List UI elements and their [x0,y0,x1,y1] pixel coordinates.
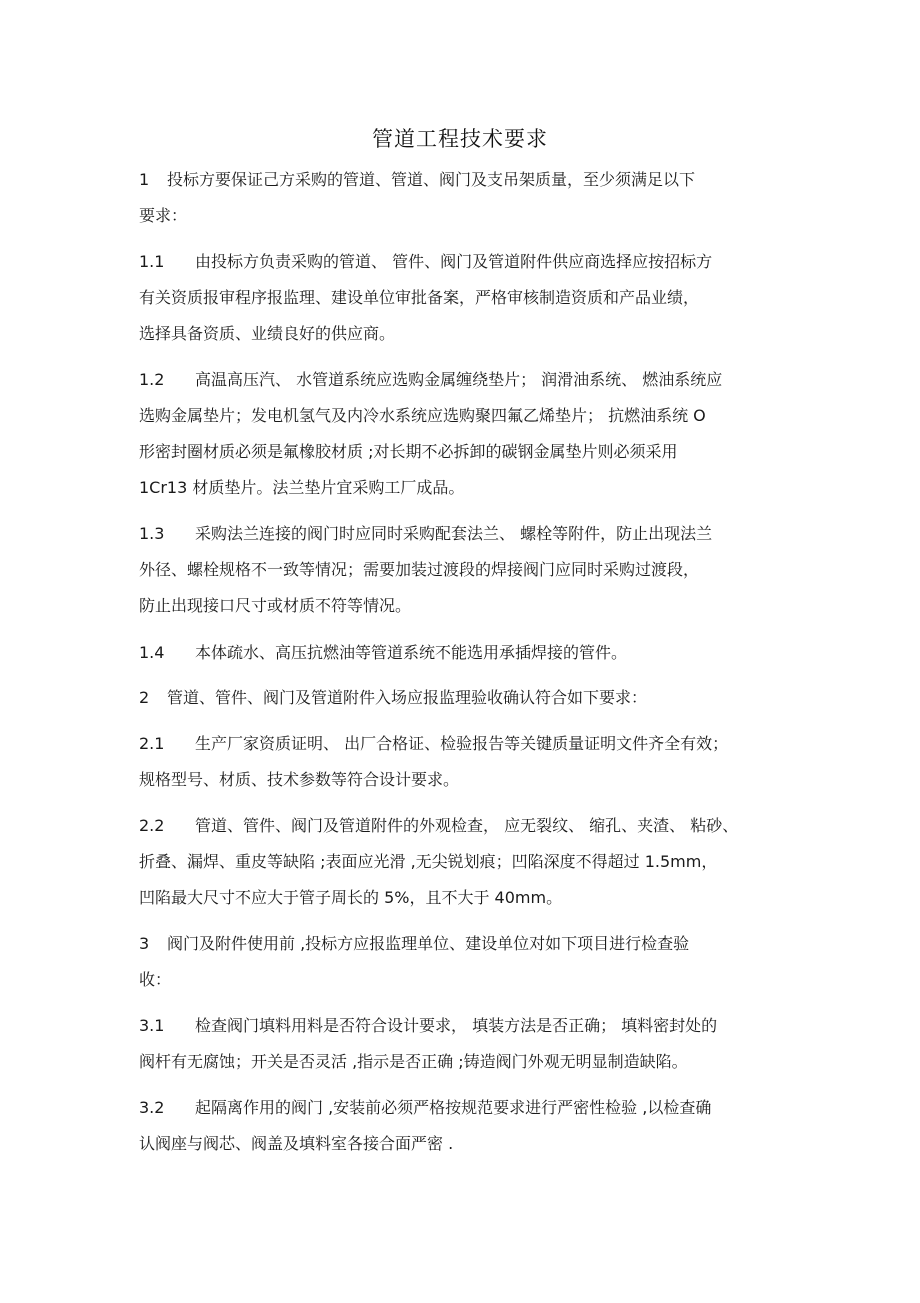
section-number: 2 [139,688,150,707]
section-text: 检查阀门填料用料是否符合设计要求， 填装方法是否正确； 填料密封处的 [195,1016,718,1035]
section-number: 2.2 [139,816,165,835]
document-title: 管道工程技术要求 [372,127,548,151]
section-2-1-line-2: 规格型号、材质、技术参数等符合设计要求。 [139,770,460,789]
section-number: 3.1 [139,1016,165,1035]
section-1-4-line-1 [139,643,627,663]
section-text: 管道、管件、阀门及管道附件的外观检查， 应无裂纹、 缩孔、夹渣、 粘砂、 [195,816,739,835]
section-3-1-line-2: 阀杆有无腐蚀；开关是否灵活 ,指示是否正确 ;铸造阀门外观无明显制造缺陷。 [139,1052,688,1071]
section-text: 由投标方负责采购的管道、 管件、阀门及管道附件供应商选择应按招标方 [195,252,713,271]
section-3-line-2: 收： [139,970,172,989]
section-text: 高温高压汽、 水管道系统应选购金属缠绕垫片； 润滑油系统、 燃油系统应 [195,370,723,389]
section-1-1-line-2: 有关资质报审程序报监理、建设单位审批备案，严格审核制造资质和产品业绩， [139,288,700,307]
section-2-2-line-3: 凹陷最大尺寸不应大于管子周长的 5%，且不大于 40mm。 [139,888,563,907]
section-number: 1.2 [139,370,165,389]
section-1-2-line-1 [139,370,722,390]
section-number: 1.1 [139,252,165,271]
section-1-1-line-1 [139,252,712,272]
section-text: 投标方要保证己方采购的管道、管道、阀门及支吊架质量，至少须满足以下 [167,170,696,189]
section-1-1-line-3: 选择具备资质、业绩良好的供应商。 [139,324,396,343]
section-number: 1 [139,170,150,189]
section-text: 本体疏水、高压抗燃油等管道系统不能选用承插焊接的管件。 [195,643,628,662]
section-2-1-line-1 [139,734,728,754]
section-1-line-1 [139,170,695,190]
section-3-2-line-1 [139,1098,711,1118]
section-number: 3.2 [139,1098,165,1117]
section-text: 起隔离作用的阀门 ,安装前必须严格按规范要求进行严密性检验 ,以检查确 [195,1098,712,1117]
section-text: 管道、管件、阀门及管道附件入场应报监理验收确认符合如下要求： [167,688,648,707]
section-1-3-line-2: 外径、螺栓规格不一致等情况；需要加装过渡段的焊接阀门应同时采购过渡段， [139,560,700,579]
section-2-2-line-2: 折叠、漏焊、重皮等缺陷 ;表面应光滑 ,无尖锐划痕；凹陷深度不得超过 1.5mm， [139,852,718,871]
section-3-line-1 [139,934,689,954]
section-1-2-line-2: 选购金属垫片；发电机氢气及内冷水系统应选购聚四氟乙烯垫片； 抗燃油系统 O [139,406,706,425]
section-text: 采购法兰连接的阀门时应同时采购配套法兰、 螺栓等附件，防止出现法兰 [195,524,713,543]
section-number: 1.4 [139,643,165,662]
section-text: 阀门及附件使用前 ,投标方应报监理单位、建设单位对如下项目进行检查验 [167,934,690,953]
section-1-2-line-3: 形密封圈材质必须是氟橡胶材质 ;对长期不必拆卸的碳钢金属垫片则必须采用 [139,442,678,461]
section-3-1-line-1 [139,1016,717,1036]
section-1-line-2: 要求： [139,206,188,225]
section-number: 2.1 [139,734,165,753]
section-2-2-line-1 [139,816,738,836]
section-2-line-1 [139,688,647,708]
section-1-2-line-4: 1Cr13 材质垫片。法兰垫片宜采购工厂成品。 [139,478,465,497]
section-1-3-line-3: 防止出现接口尺寸或材质不符等情况。 [139,596,412,615]
section-1-3-line-1 [139,524,712,544]
section-number: 1.3 [139,524,165,543]
section-number: 3 [139,934,150,953]
section-text: 生产厂家资质证明、 出厂合格证、检验报告等关键质量证明文件齐全有效； [195,734,729,753]
section-3-2-line-2: 认阀座与阀芯、阀盖及填料室各接合面严密 . [139,1134,454,1153]
